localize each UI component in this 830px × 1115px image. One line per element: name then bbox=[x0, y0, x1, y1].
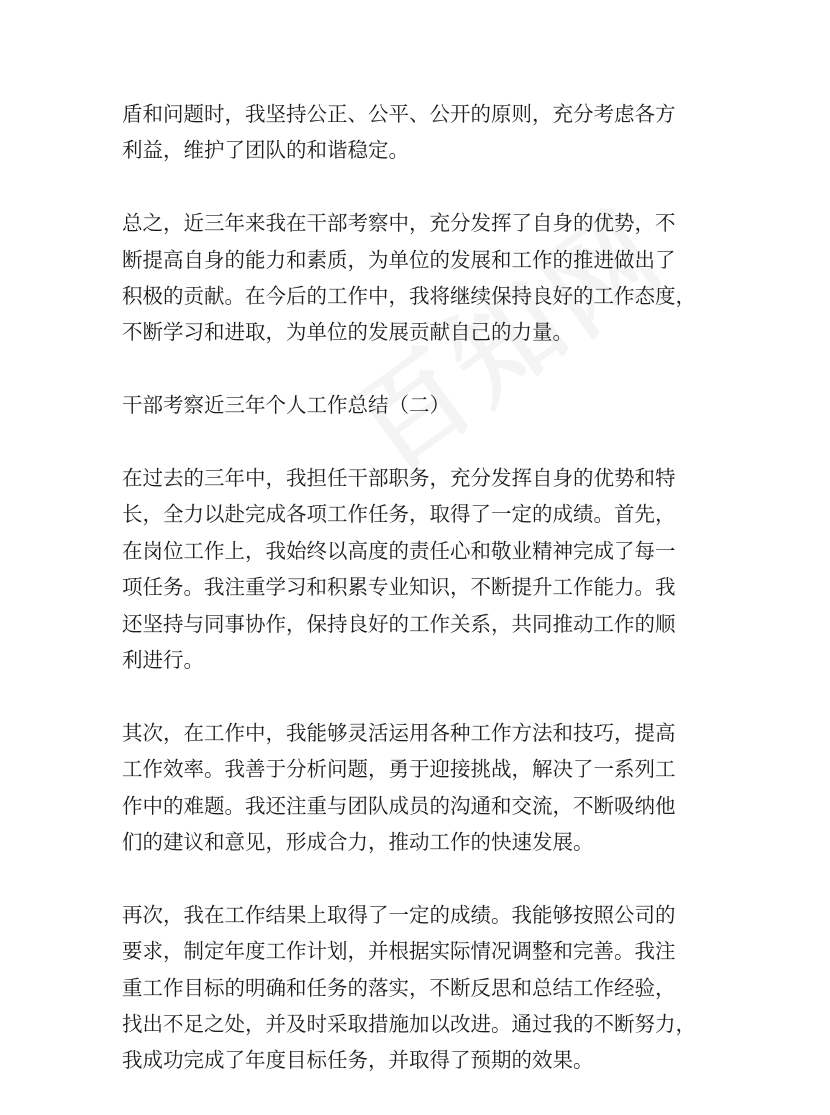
text-line: 在过去的三年中，我担任干部职务，充分发挥自身的优势和特 bbox=[122, 466, 676, 491]
text-line: 长，全力以赴完成各项工作任务，取得了一定的成绩。首先， bbox=[122, 502, 676, 527]
text-line: 断提高自身的能力和素质，为单位的发展和工作的推进做出了 bbox=[122, 247, 676, 272]
text-line: 利益，维护了团队的和谐稳定。 bbox=[122, 138, 409, 163]
text-line: 我成功完成了年度目标任务，并取得了预期的效果。 bbox=[122, 1048, 594, 1073]
text-line: 不断学习和进取，为单位的发展贡献自己的力量。 bbox=[122, 320, 573, 345]
text-line: 找出不足之处，并及时采取措施加以改进。通过我的不断努力， bbox=[122, 1012, 696, 1037]
text-line: 再次，我在工作结果上取得了一定的成绩。我能够按照公司的 bbox=[122, 902, 676, 927]
paragraph bbox=[122, 715, 722, 861]
heading-text: 干部考察近三年个人工作总结（二） bbox=[122, 393, 450, 418]
text-line: 利进行。 bbox=[122, 648, 204, 673]
text-line: 还坚持与同事协作，保持良好的工作关系，共同推动工作的顺 bbox=[122, 611, 676, 636]
section-heading bbox=[122, 387, 722, 423]
text-line: 积极的贡献。在今后的工作中，我将继续保持良好的工作态度， bbox=[122, 284, 696, 309]
text-line: 盾和问题时，我坚持公正、公平、公开的原则，充分考虑各方 bbox=[122, 102, 676, 126]
paragraph bbox=[122, 897, 722, 1079]
text-line: 重工作目标的明确和任务的落实，不断反思和总结工作经验， bbox=[122, 975, 676, 1000]
document-body bbox=[122, 96, 722, 1115]
text-line: 作中的难题。我还注重与团队成员的沟通和交流，不断吸纳他 bbox=[122, 793, 676, 818]
paragraph bbox=[122, 96, 722, 169]
paragraph bbox=[122, 205, 722, 351]
text-line: 工作效率。我善于分析问题，勇于迎接挑战，解决了一系列工 bbox=[122, 757, 676, 782]
text-line: 总之，近三年来我在干部考察中，充分发挥了自身的优势，不 bbox=[122, 211, 676, 236]
text-line: 在岗位工作上，我始终以高度的责任心和敬业精神完成了每一 bbox=[122, 538, 676, 563]
text-line: 们的建议和意见，形成合力，推动工作的快速发展。 bbox=[122, 830, 594, 855]
paragraph bbox=[122, 460, 722, 678]
text-line: 要求，制定年度工作计划，并根据实际情况调整和完善。我注 bbox=[122, 939, 676, 964]
text-line: 项任务。我注重学习和积累专业知识，不断提升工作能力。我 bbox=[122, 575, 676, 600]
text-line: 其次，在工作中，我能够灵活运用各种工作方法和技巧，提高 bbox=[122, 720, 676, 745]
